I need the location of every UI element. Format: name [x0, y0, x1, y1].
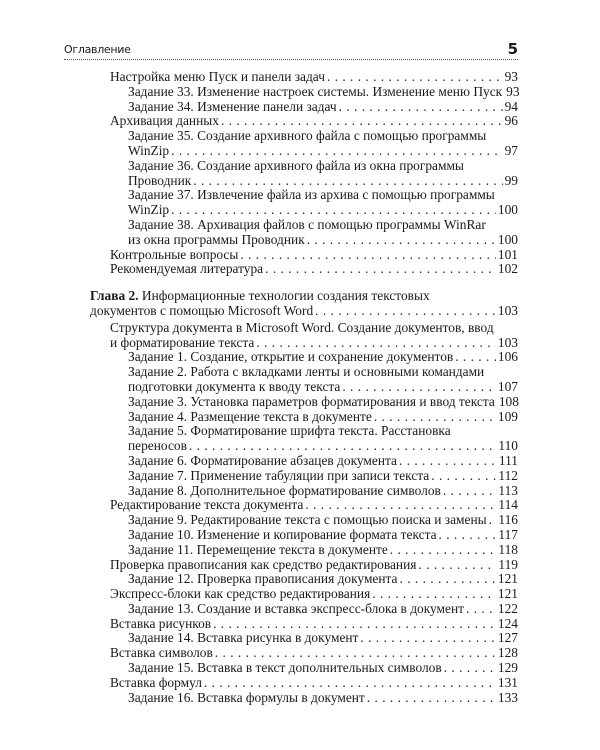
toc-page-number: 101	[497, 246, 518, 262]
toc-entry-title: Информационные технологии создания текстовых	[138, 288, 430, 304]
toc-entry-line	[128, 85, 518, 100]
dot-leader	[256, 336, 496, 351]
dot-leader	[213, 617, 496, 632]
toc-entry-title: переносов	[128, 438, 187, 454]
toc-entry-title: Задание 16. Вставка формулы в документ	[128, 689, 365, 705]
toc-page-number: 127	[497, 630, 518, 646]
dot-leader	[455, 350, 496, 365]
toc-entry-title: Структура документа в Microsoft Word. Создание документов, ввод	[110, 319, 494, 335]
toc-entry-title: Задание 6. Форматирование абзацев документа	[128, 452, 397, 468]
toc-entry-title: Задание 2. Работа с вкладками ленты и основными командами	[128, 364, 485, 380]
toc-entry-title: из окна программы Проводник	[128, 231, 305, 247]
toc-page-number: 128	[497, 645, 518, 661]
toc-entry-line	[128, 159, 518, 174]
dot-leader	[374, 410, 496, 425]
toc-task[interactable]	[90, 454, 518, 469]
toc-entry-line	[128, 365, 518, 380]
toc-page-number: 103	[497, 302, 518, 318]
toc-entry-title: Рекомендуемая литература	[110, 261, 264, 277]
toc-entry-title: Проводник	[128, 172, 192, 188]
toc-page-number: 109	[497, 408, 518, 424]
toc-entry-title: Задание 34. Изменение панели задач	[128, 98, 337, 114]
toc-entry-line	[128, 661, 518, 676]
toc-page-number: 93	[506, 83, 520, 99]
dot-leader	[189, 439, 497, 454]
toc-page-number: 116	[498, 512, 518, 528]
toc-entry-title: Задание 35. Создание архивного файла с помощью программы	[128, 128, 487, 144]
toc-task[interactable]	[90, 631, 518, 646]
dot-leader	[240, 248, 496, 263]
toc-entry-line	[110, 321, 518, 336]
toc-entry-line	[128, 454, 518, 469]
dot-leader	[367, 691, 496, 706]
toc-entry-line	[128, 513, 518, 528]
toc-task[interactable]	[90, 543, 518, 558]
toc-entry-line	[128, 233, 518, 248]
toc-entry-line	[128, 380, 518, 395]
toc-section[interactable]	[90, 498, 518, 513]
toc-section[interactable]	[90, 248, 518, 263]
dot-leader	[305, 498, 496, 513]
toc-entry-line	[128, 543, 518, 558]
dot-leader	[400, 572, 496, 587]
toc-task[interactable]	[90, 410, 518, 425]
toc-page-number: 122	[497, 600, 518, 616]
toc-entry-title: Задание 1. Создание, открытие и сохранение документов	[128, 349, 454, 365]
toc-entry-title: WinZip	[128, 202, 170, 218]
dot-leader	[443, 484, 497, 499]
toc-section[interactable]	[90, 587, 518, 602]
toc-entry-line	[128, 218, 518, 233]
toc-entry-title: Задание 36. Создание архивного файла из окна программы	[128, 157, 464, 173]
toc-section[interactable]	[90, 676, 518, 691]
dot-leader	[193, 174, 502, 189]
dot-leader	[307, 233, 496, 248]
toc-entry-title: подготовки документа к вводу текста	[128, 378, 341, 394]
dot-leader	[221, 114, 503, 129]
toc-task[interactable]	[90, 424, 518, 454]
dot-leader	[327, 70, 503, 85]
toc-entry-line	[90, 304, 518, 319]
toc-page-number: 93	[504, 69, 518, 84]
toc-entry-title: и форматирование текста	[110, 334, 255, 350]
toc-entry-title: Вставка символов	[110, 645, 213, 661]
toc-entry-title: Задание 14. Вставка рисунка в документ	[128, 630, 359, 646]
dot-leader	[444, 661, 496, 676]
toc-entry-title: Задание 9. Редактирование текста с помощью поиска и замены	[128, 512, 487, 528]
header-divider	[64, 59, 518, 60]
toc-entry-title: Задание 3. Установка параметров форматирования и ввод текста	[128, 393, 495, 409]
toc-entry-line	[128, 410, 518, 425]
toc-page-number: 131	[497, 674, 518, 690]
chapter-label: Глава 2.	[90, 288, 139, 304]
toc-entry-title: Задание 4. Размещение текста в документе	[128, 408, 372, 424]
page-number: 5	[507, 40, 518, 58]
toc-task[interactable]	[90, 661, 518, 676]
toc-page-number: 94	[504, 98, 518, 114]
toc-task[interactable]	[90, 469, 518, 484]
toc-page-number: 103	[497, 334, 518, 350]
toc-section[interactable]	[90, 321, 518, 351]
toc-entry-title: Настройка меню Пуск и панели задач	[110, 69, 325, 84]
toc-entry-line	[128, 174, 518, 189]
toc-page-number: 114	[498, 497, 518, 513]
toc-entry-line	[110, 646, 518, 661]
toc-entry-line	[128, 395, 518, 410]
toc-section[interactable]	[90, 558, 518, 573]
toc-task[interactable]	[90, 85, 518, 100]
toc-task[interactable]	[90, 528, 518, 543]
dot-leader	[342, 380, 496, 395]
toc-entry-line	[110, 262, 518, 277]
toc-entry-line	[128, 144, 518, 159]
toc-entry-line	[128, 350, 518, 365]
toc-page-number: 113	[498, 482, 518, 498]
toc-task[interactable]	[90, 691, 518, 706]
table-of-contents	[90, 70, 518, 705]
dot-leader	[315, 304, 496, 319]
toc-entry-title: Задание 37. Извлечение файла из архива с помощью программы	[128, 187, 495, 203]
running-header-title: Оглавление	[64, 43, 131, 56]
toc-entry-title: Задание 12. Проверка правописания документа	[128, 571, 398, 587]
toc-section[interactable]	[90, 262, 518, 277]
toc-entry-line	[128, 203, 518, 218]
toc-task[interactable]	[90, 218, 518, 248]
toc-entry-line	[110, 587, 518, 602]
toc-page-number: 124	[497, 615, 518, 631]
toc-page-number: 99	[504, 172, 518, 188]
toc-task[interactable]	[90, 572, 518, 587]
dot-leader	[399, 454, 497, 469]
dot-leader	[418, 558, 496, 573]
toc-page-number: 107	[497, 378, 518, 394]
toc-page-number: 117	[498, 526, 518, 542]
dot-leader	[390, 543, 497, 558]
toc-entry-line	[110, 558, 518, 573]
dot-leader	[360, 631, 496, 646]
dot-leader	[265, 262, 496, 277]
dot-leader	[171, 144, 502, 159]
toc-entry-title: Контрольные вопросы	[110, 246, 239, 262]
toc-entry-title: Задание 15. Вставка в текст дополнительных символов	[128, 660, 442, 676]
toc-task[interactable]	[90, 129, 518, 159]
toc-entry-line	[128, 100, 518, 115]
toc-entry-line	[110, 70, 518, 85]
toc-entry-title: Вставка формул	[110, 674, 202, 690]
toc-task[interactable]	[90, 513, 518, 528]
toc-page-number: 96	[504, 113, 518, 129]
toc-entry-line	[110, 498, 518, 513]
toc-entry-title: документов с помощью Microsoft Word	[90, 302, 314, 318]
toc-page-number: 121	[497, 586, 518, 602]
toc-entry-line	[110, 676, 518, 691]
toc-entry-line	[128, 439, 518, 454]
toc-page-number: 106	[497, 349, 518, 365]
toc-page-number: 133	[497, 689, 518, 705]
toc-page-number: 110	[498, 438, 518, 454]
toc-section[interactable]	[90, 70, 518, 85]
toc-task[interactable]	[90, 395, 518, 410]
toc-entry-line	[128, 129, 518, 144]
toc-entry-line	[128, 691, 518, 706]
toc-page-number: 100	[497, 231, 518, 247]
toc-task[interactable]	[90, 188, 518, 218]
toc-page-number: 121	[497, 571, 518, 587]
toc-entry-title: Задание 10. Изменение и копирование формата текста	[128, 526, 437, 542]
toc-entry-line	[128, 528, 518, 543]
toc-entry-title: Задание 7. Применение табуляции при записи текста	[128, 467, 430, 483]
toc-entry-title: Редактирование текста документа	[110, 497, 304, 513]
toc-entry-title: Задание 13. Создание и вставка экспресс-блока в документ	[128, 600, 464, 616]
toc-page-number: 111	[498, 452, 518, 468]
toc-page-number: 108	[498, 393, 519, 409]
toc-entry-title: Вставка рисунков	[110, 615, 212, 631]
toc-section[interactable]	[90, 114, 518, 129]
toc-entry-title: Задание 38. Архивация файлов с помощью программы WinRar	[128, 216, 486, 232]
toc-page-number: 129	[497, 660, 518, 676]
running-header	[64, 38, 518, 60]
toc-entry-title: Задание 11. Перемещение текста в документе	[128, 541, 388, 557]
toc-task[interactable]	[90, 100, 518, 115]
dot-leader	[339, 100, 503, 115]
toc-entry-title: Проверка правописания как средство редактирования	[110, 556, 417, 572]
toc-entry-title: WinZip	[128, 142, 170, 158]
toc-entry-line	[90, 289, 518, 304]
toc-entry-line	[128, 631, 518, 646]
toc-page-number: 100	[497, 202, 518, 218]
dot-leader	[215, 646, 496, 661]
toc-entry-title: Задание 33. Изменение настроек системы. Изменение меню Пуск	[128, 83, 503, 99]
toc-entry-line	[128, 469, 518, 484]
dot-leader	[204, 676, 496, 691]
dot-leader	[372, 587, 496, 602]
dot-leader	[439, 528, 497, 543]
toc-page-number: 102	[497, 261, 518, 277]
toc-page-number: 118	[498, 541, 518, 557]
toc-entry-line	[128, 572, 518, 587]
toc-entry-line	[110, 114, 518, 129]
toc-task[interactable]	[90, 602, 518, 617]
toc-entry-line	[110, 617, 518, 632]
dot-leader	[171, 203, 496, 218]
toc-entry-line	[128, 424, 518, 439]
toc-entry-line	[128, 602, 518, 617]
dot-leader	[431, 469, 496, 484]
toc-page-number: 119	[498, 556, 518, 572]
toc-page-number: 97	[504, 142, 518, 158]
dot-leader	[489, 513, 497, 528]
toc-entry-title: Задание 8. Дополнительное форматирование символов	[128, 482, 441, 498]
toc-section[interactable]	[90, 646, 518, 661]
toc-task[interactable]	[90, 365, 518, 395]
dot-leader	[466, 602, 496, 617]
toc-entry-line	[110, 336, 518, 351]
toc-task[interactable]	[90, 350, 518, 365]
toc-section[interactable]	[90, 617, 518, 632]
toc-entry-title: Архивация данных	[110, 113, 219, 129]
toc-entry-title: Экспресс-блоки как средство редактирования	[110, 586, 371, 602]
toc-task[interactable]	[90, 159, 518, 189]
toc-task[interactable]	[90, 484, 518, 499]
toc-entry-title: Задание 5. Форматирование шрифта текста. Расстановка	[128, 423, 451, 439]
toc-entry-line	[128, 188, 518, 203]
toc-chapter[interactable]	[90, 289, 518, 319]
toc-entry-line	[110, 248, 518, 263]
toc-entry-line	[128, 484, 518, 499]
toc-page-number: 112	[498, 467, 518, 483]
